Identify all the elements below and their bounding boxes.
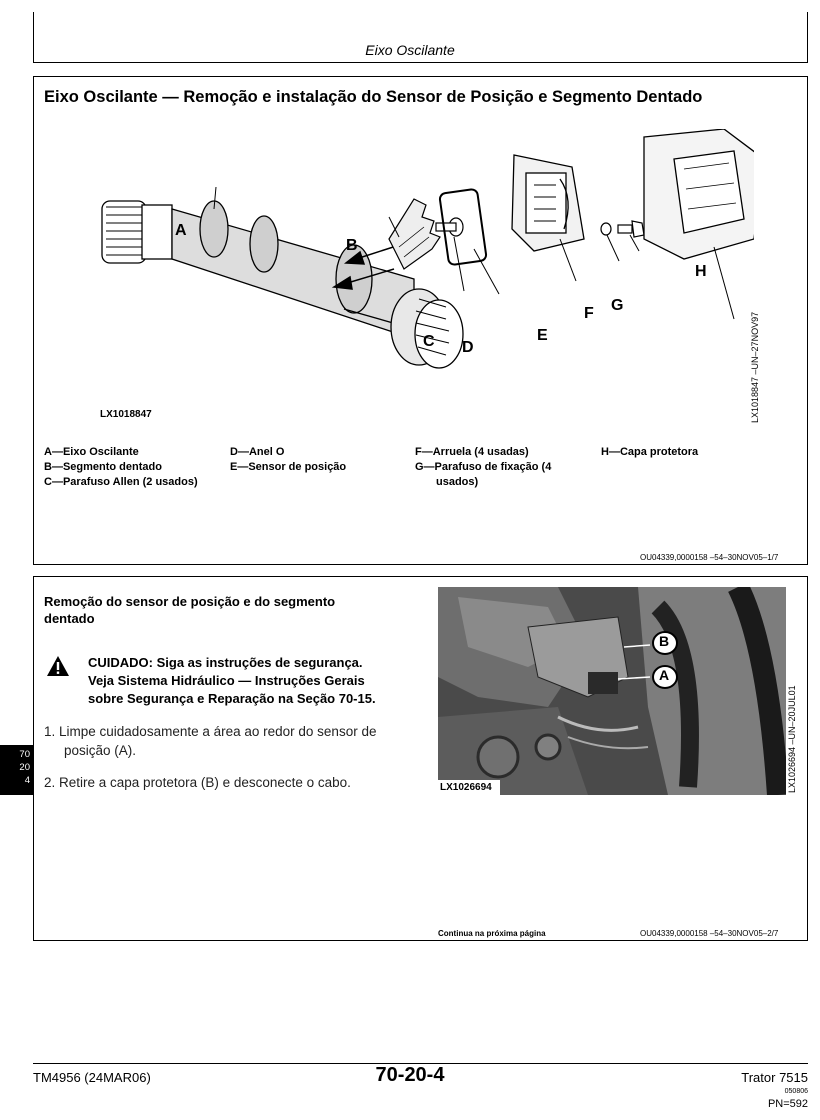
protective-cap-drawing — [644, 129, 754, 259]
step-heading-line1: Remoção do sensor de posição e do segmento — [44, 594, 336, 609]
callout-g: G — [611, 297, 624, 314]
page-header: Eixo Oscilante — [365, 42, 455, 58]
step-1-line1: 1. Limpe cuidadosamente a área ao redor do sensor de — [44, 724, 377, 739]
legend-col-1 — [44, 445, 198, 490]
legend-col-3 — [415, 445, 551, 490]
callout-c: C — [423, 333, 435, 350]
exploded-diagram — [94, 129, 754, 429]
legend-item-a: A—Eixo Oscilante — [44, 446, 139, 458]
legend-col-4 — [601, 445, 698, 460]
legend-col-2 — [230, 445, 346, 475]
header-rule — [33, 62, 808, 63]
figure-side-code: LX1018847 –UN–27NOV97 — [750, 311, 760, 423]
footer-page-number: 70-20-4 — [375, 1064, 445, 1086]
photo-callout-b: B — [659, 633, 670, 649]
legend-item-h: H—Capa protetora — [601, 446, 699, 458]
tab-line2: 20 — [19, 762, 30, 773]
footer-pn: PN=592 — [767, 1098, 808, 1110]
caution-line3: sobre Segurança e Reparação na Seção 70-15. — [88, 691, 376, 706]
legend-item-d: D—Anel O — [230, 446, 285, 458]
caution-text — [88, 654, 376, 708]
caution-line2: Veja Sistema Hidráulico — Instruções Gerais — [88, 673, 365, 688]
legend-item-b: B—Segmento dentado — [44, 461, 162, 473]
section-removal-installation — [33, 76, 808, 565]
section-tab — [0, 745, 33, 795]
legend-item-c: C—Parafuso Allen (2 usados) — [44, 476, 198, 488]
photo-callout-a: A — [659, 667, 670, 683]
footer-model: Trator 7515 — [741, 1070, 808, 1085]
footer-manual-id: TM4956 (24MAR06) — [33, 1070, 151, 1085]
photo-side-code: LX1026694 –UN–20JUL01 — [787, 685, 797, 793]
sensor-photo — [438, 587, 786, 795]
callout-f: F — [584, 305, 594, 322]
step-2: 2. Retire a capa protetora (B) e desconecte o cabo. — [44, 775, 351, 790]
photo-id: LX1026694 — [440, 782, 492, 793]
footer-code: 050806 — [784, 1088, 808, 1095]
callout-a: A — [175, 222, 187, 239]
caution-icon — [46, 655, 70, 677]
tab-line3: 4 — [24, 775, 30, 786]
callout-b: B — [346, 237, 358, 254]
callout-e: E — [537, 327, 548, 344]
figure-id: LX1018847 — [100, 409, 152, 420]
tab-line1: 70 — [19, 749, 30, 760]
legend-item-f: F—Arruela (4 usadas) — [415, 446, 529, 458]
section-title: Eixo Oscilante — Remoção e instalação do Sensor de Posição e Segmento Dentado — [44, 88, 703, 106]
legend-item-g: G—Parafuso de fixação (4 — [415, 461, 552, 473]
callout-h: H — [695, 263, 707, 280]
step-heading — [44, 593, 335, 627]
section1-ref: OU04339,0000158 –54–30NOV05–1/7 — [640, 553, 779, 562]
photo-illustration — [438, 587, 786, 795]
continued-note: Continua na próxima página — [438, 929, 546, 938]
callout-d: D — [462, 339, 474, 356]
step-1 — [44, 722, 376, 760]
section-sensor-removal — [33, 576, 808, 941]
caution-line1: CUIDADO: Siga as instruções de segurança. — [88, 655, 363, 670]
legend-item-g-cont: usados) — [436, 476, 479, 488]
step-1-line2: posição (A). — [64, 743, 137, 758]
legend-item-e: E—Sensor de posição — [230, 461, 347, 473]
section2-ref: OU04339,0000158 –54–30NOV05–2/7 — [640, 929, 779, 938]
washer-drawing — [601, 223, 611, 235]
step-heading-line2: dentado — [44, 611, 95, 626]
